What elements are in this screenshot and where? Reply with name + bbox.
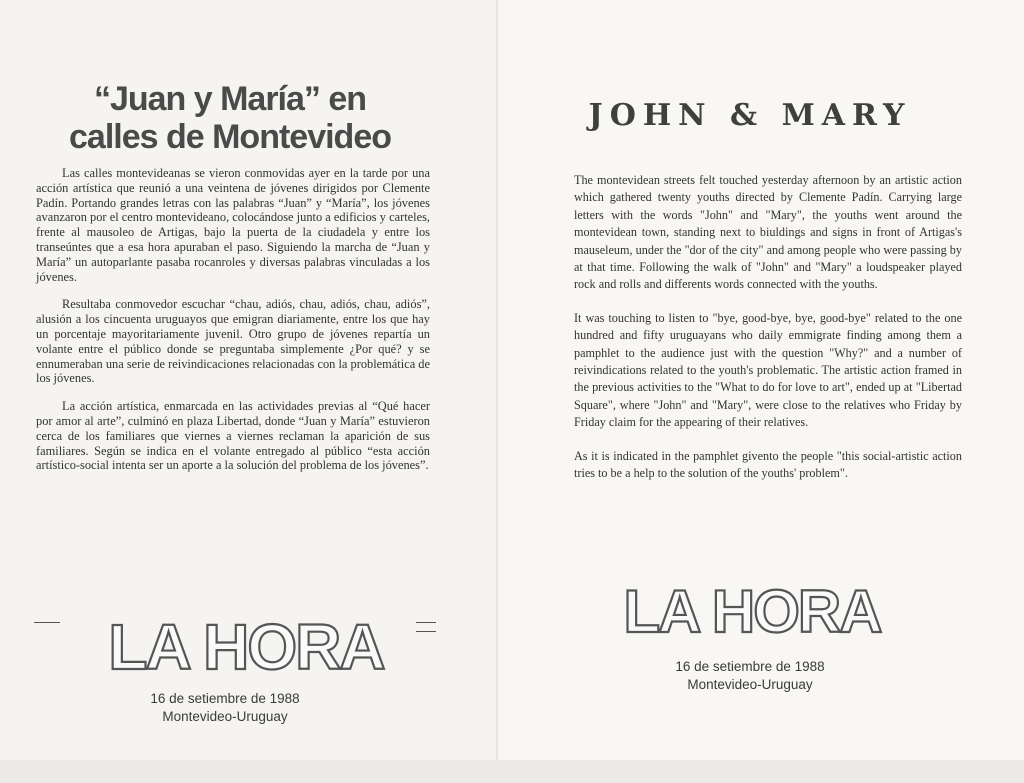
spanish-paragraph-1: Las calles montevideanas se vieron conmovidas ayer en la tarde por una acción artística que reunió a una veintena de jóvenes dirigidos por Clemente Padín. Portando grandes letras con las palabras “Juan” y “María”, los jóvenes avanzaron por el centro montevideano, colocándose junto a edificios y carteles, frente al mausoleo de Artigas, bajo la puerta de la ciudadela y entre los transeúntes que a esa hora apuraban el paso. Siguiendo la marcha de “Juan y María” un autoparlante pasaba rocanroles y diversas palabras vinculadas a los jóvenes. [36, 166, 430, 284]
spanish-paragraph-2: Resultaba conmovedor escuchar “chau, adiós, chau, adiós, chau, adiós”, alusión a los cincuenta uruguayos que emigran diariamente, entre los que hay un porcentaje mayoritariamente juvenil. Otro grupo de jóvenes repartía un volante entre el público donde se preguntaba simplemente ¿Por qué? y se ennumeraban una serie de reivindicaciones relacionadas con la problemática de los jóvenes. [36, 297, 430, 386]
spanish-place: Montevideo-Uruguay [162, 709, 288, 724]
logo-rule-right-2 [416, 631, 436, 632]
english-paragraph-3: As it is indicated in the pamphlet givento the people "this social-artistic action tries to be a help to the solution of the youths' problem". [574, 448, 962, 481]
spanish-title-line-2: calles de Montevideo [69, 118, 391, 156]
la-hora-logo-left: LA HORA [108, 611, 384, 683]
english-paragraph-1: The montevidean streets felt touched yesterday afternoon by an artistic action which gathered twenty youths directed by Clemente Padín. Carrying large letters with the words "John" and "Mary", the youths went around the montevidean town, standing next to biuldings and signs in front of Artigas's mauseleum, under the "dor of the city" and among people who were passing by at that time. Following the walk of "John" and "Mary" a loudspeaker played rock and rolls and differents words connected with the youths. [574, 173, 962, 292]
spanish-dateline [110, 690, 340, 726]
page-spine [496, 0, 499, 783]
spanish-paragraph-3: La acción artística, enmarcada en las actividades previas al “Qué hacer por amor al arte”, culminó en plaza Libertad, donde “Juan y María” estuvieron cerca de los familiares que viernes a viernes reclaman la aparición de sus familiares. Según se indica en el volante entregado al público “esta acción artístico-social intenta ser un aporte a la solución del problema de los jóvenes”. [36, 399, 430, 473]
logo-rule-right [416, 622, 436, 623]
logo-rule-left [34, 622, 60, 623]
english-article-title: JOHN & MARY [588, 98, 912, 133]
la-hora-logo-right: LA HORA [623, 578, 881, 645]
english-paragraph-2: It was touching to listen to "bye, good-bye, bye, good-bye" related to the one hundred and fifty uruguayans who daily emmigrate finding among them a pamphlet to the audience just with the question "Why?" and a number of reivindications related to the youth's problematic. The artistic action framed in the previous activities to the "What to do for love to art", ended up at "Libertad Square", where "John" and "Mary", were close to the relatives who Friday by Friday claim for the appearing of their relatives. [574, 310, 962, 430]
spanish-article-body [36, 166, 430, 486]
spanish-article-title [40, 80, 420, 156]
bottom-margin [0, 760, 1024, 783]
spanish-date: 16 de setiembre de 1988 [150, 691, 300, 706]
english-dateline [620, 658, 880, 694]
english-article-body [574, 172, 962, 499]
english-date: 16 de setiembre de 1988 [675, 659, 825, 674]
english-place: Montevideo-Uruguay [687, 677, 813, 692]
spanish-title-line-1: “Juan y María” en [93, 80, 367, 118]
